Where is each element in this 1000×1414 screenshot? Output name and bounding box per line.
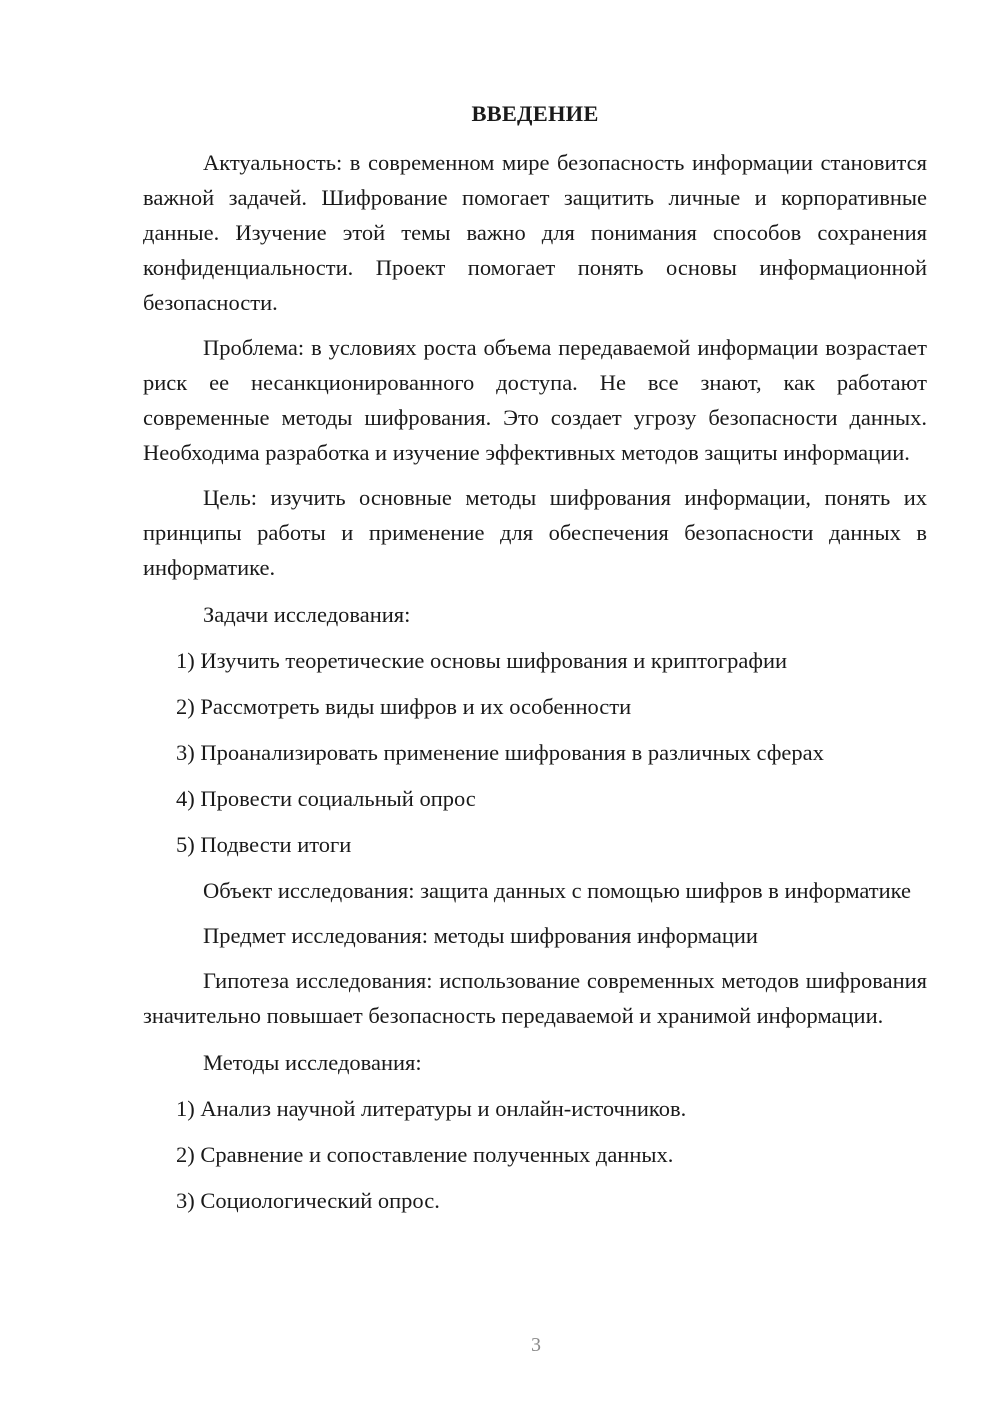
task-item: 5) Подвести итоги <box>176 832 352 857</box>
task-item: 2) Рассмотреть виды шифров и их особенности <box>176 694 632 719</box>
relevance-paragraph: Актуальность: в современном мире безопасность информации становится важной задачей. Шифрование помогает защитить личные и корпоративные данные. Изучение этой темы важно для понимания способов сохранения конфиденциальности. Проект помогает понять основы информационной безопасности. <box>143 150 927 315</box>
method-item: 1) Анализ научной литературы и онлайн-источников. <box>176 1096 687 1121</box>
tasks-heading: Задачи исследования: <box>203 602 411 627</box>
page-number: 3 <box>531 1334 541 1356</box>
method-item: 3) Социологический опрос. <box>176 1188 440 1213</box>
subject-paragraph: Предмет исследования: методы шифрования информации <box>203 923 758 948</box>
hypothesis-paragraph: Гипотеза исследования: использование современных методов шифрования значительно повышает безопасность передаваемой и хранимой информации. <box>143 968 927 1028</box>
problem-paragraph: Проблема: в условиях роста объема передаваемой информации возрастает риск ее несанкционированного доступа. Не все знают, как работают современные методы шифрования. Это создает угрозу безопасности данных. Необходима разработка и изучение эффективных методов защиты информации. <box>143 335 927 465</box>
method-item: 2) Сравнение и сопоставление полученных данных. <box>176 1142 674 1167</box>
section-title: ВВЕДЕНИЕ <box>471 101 599 126</box>
task-item: 1) Изучить теоретические основы шифрования и криптографии <box>176 648 788 673</box>
methods-heading: Методы исследования: <box>203 1050 422 1075</box>
object-paragraph: Объект исследования: защита данных с помощью шифров в информатике <box>203 878 912 903</box>
task-item: 3) Проанализировать применение шифрования в различных сферах <box>176 740 824 765</box>
page-content <box>143 96 927 1229</box>
goal-paragraph: Цель: изучить основные методы шифрования информации, понять их принципы работы и применение для обеспечения безопасности данных в информатике. <box>143 485 927 580</box>
task-item: 4) Провести социальный опрос <box>176 786 476 811</box>
